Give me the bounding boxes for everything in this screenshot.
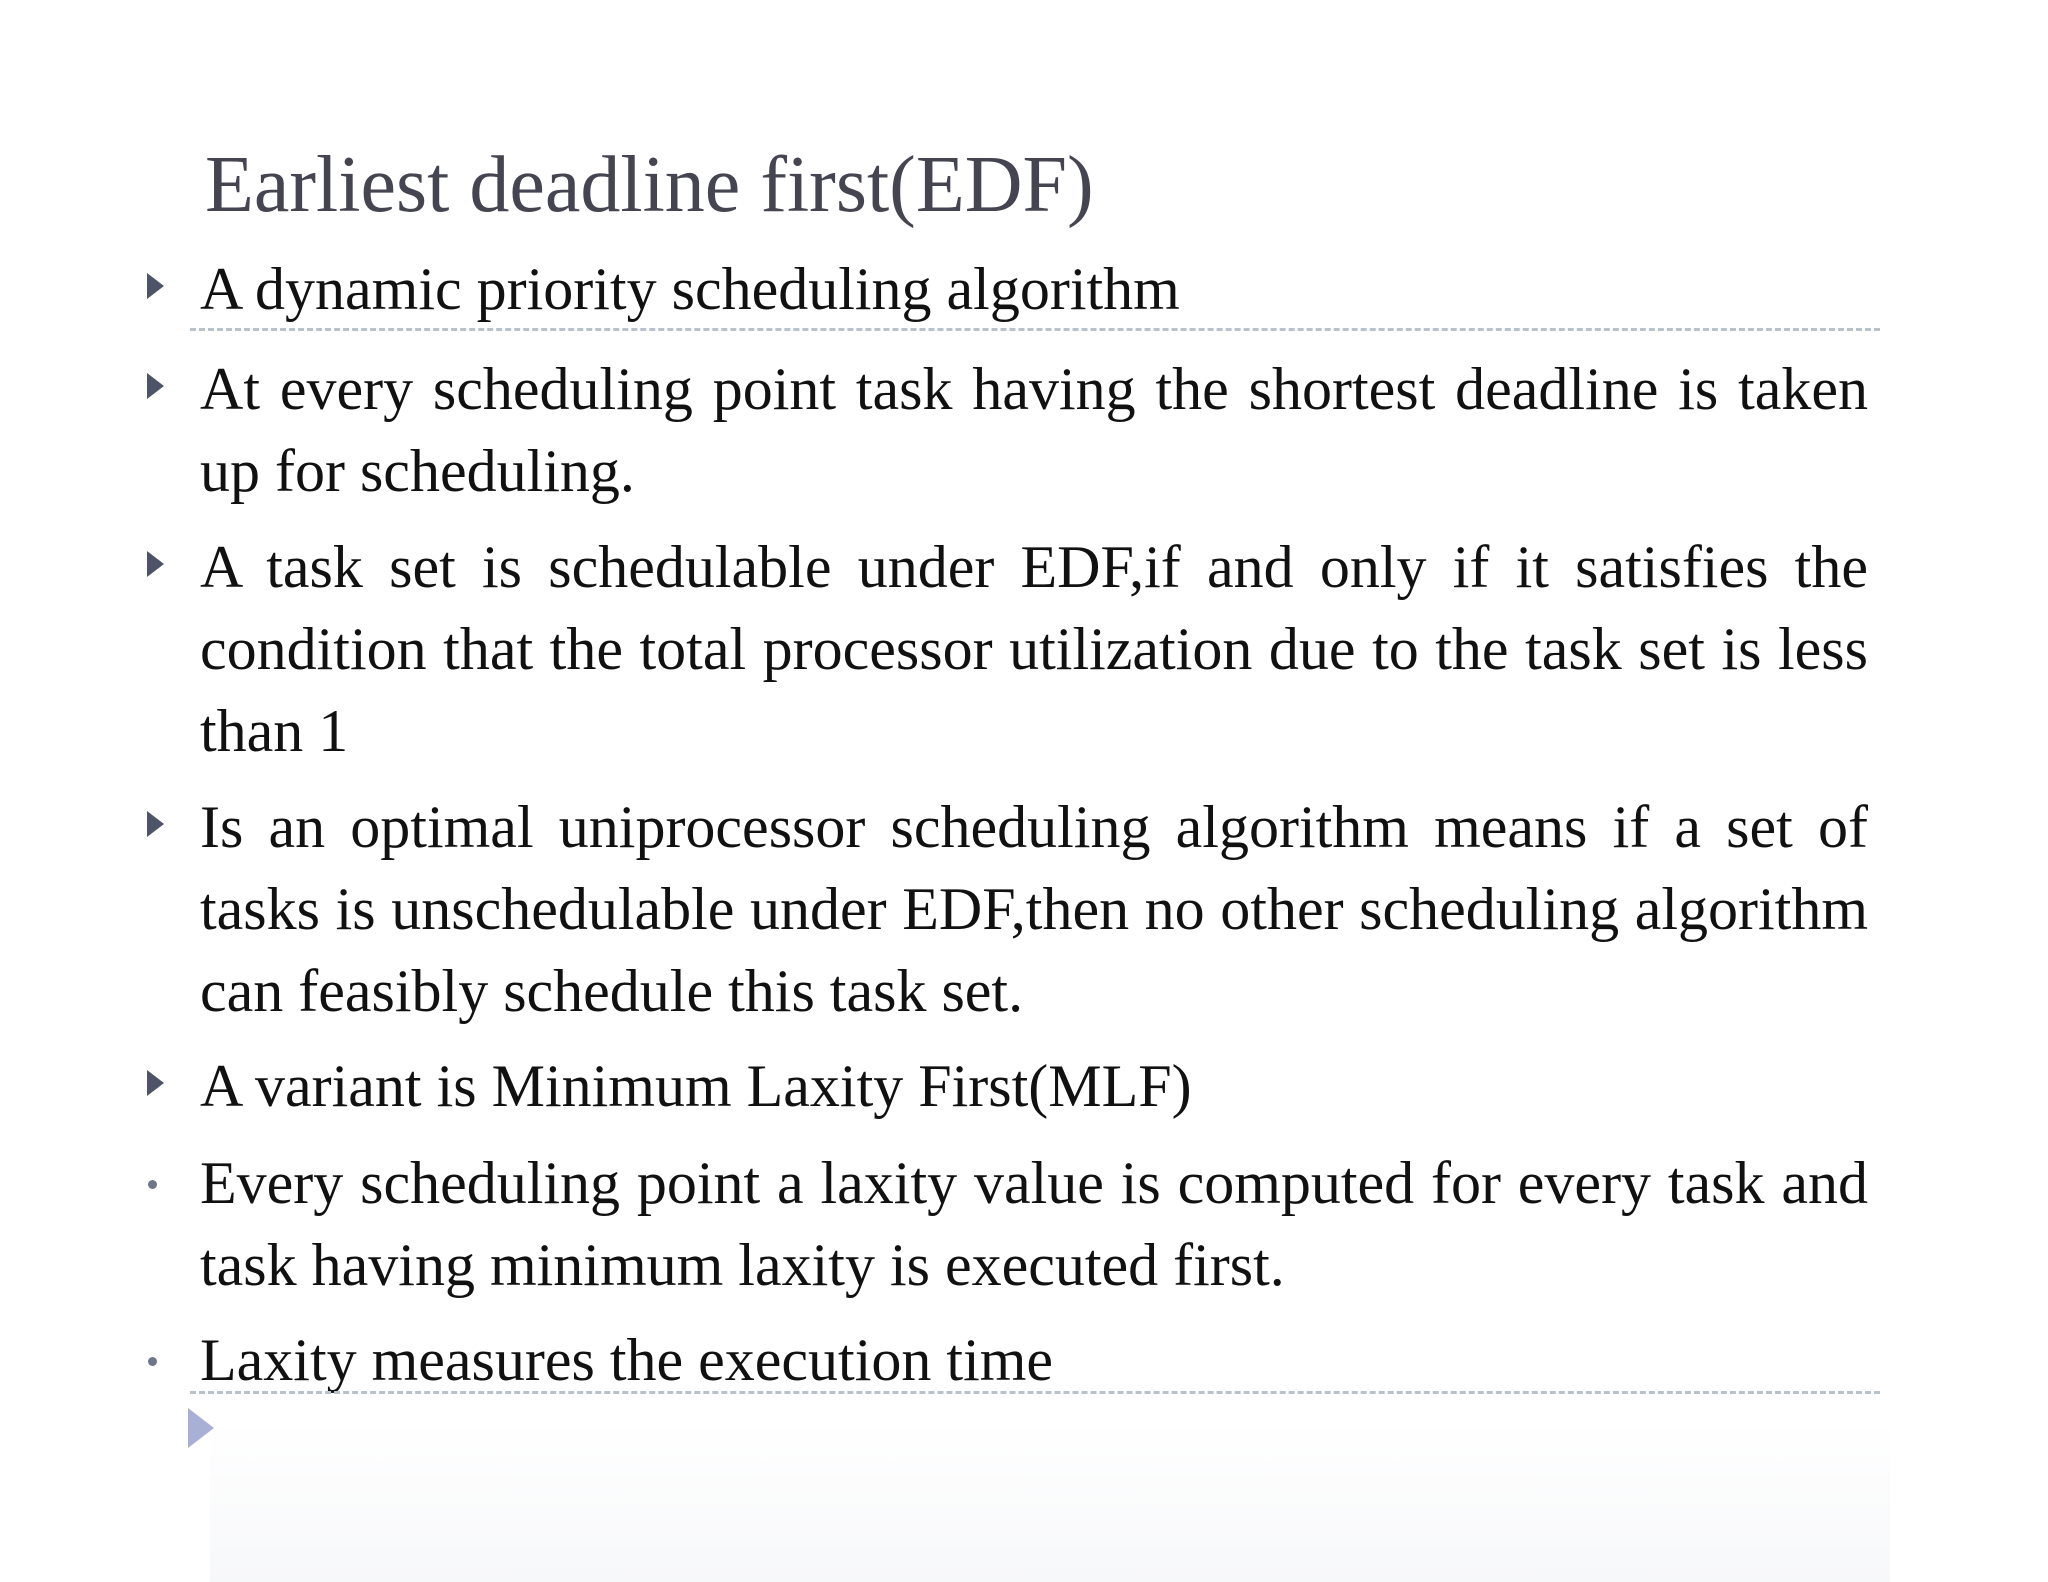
background-panel (210, 1420, 1890, 1582)
bullet-text: A dynamic priority scheduling algorithm (200, 256, 1180, 322)
triangle-bullet-icon (147, 273, 164, 299)
dot-bullet-icon (148, 1180, 157, 1189)
bullet-text: A variant is Minimum Laxity First(MLF) (200, 1053, 1192, 1119)
bullet-text: At every scheduling point task having the shortest deadline is taken up for scheduling. (200, 356, 1868, 504)
triangle-bullet-icon (147, 1070, 164, 1096)
triangle-bullet-icon (147, 551, 164, 577)
triangle-bullet-icon (147, 373, 164, 399)
end-triangle-icon (188, 1408, 214, 1448)
bullet-text: Laxity measures the execution time (200, 1327, 1054, 1393)
bullet-text: A task set is schedulable under EDF,if and only if it satisfies the condition that the total processor utilization due to the task set is less than 1 (200, 534, 1868, 764)
dot-bullet-icon (148, 1357, 157, 1366)
bullet-text: Every scheduling point a laxity value is computed for every task and task having minimum laxity is executed first. (200, 1150, 1868, 1298)
dashed-divider (190, 328, 1880, 331)
bullet-text: Is an optimal uniprocessor scheduling algorithm means if a set of tasks is unschedulable under EDF,then no other scheduling algorithm can feasibly schedule this task set. (200, 794, 1868, 1024)
slide-title: Earliest deadline first(EDF) (205, 141, 1094, 229)
triangle-bullet-icon (147, 811, 164, 837)
dashed-divider (190, 1391, 1880, 1394)
